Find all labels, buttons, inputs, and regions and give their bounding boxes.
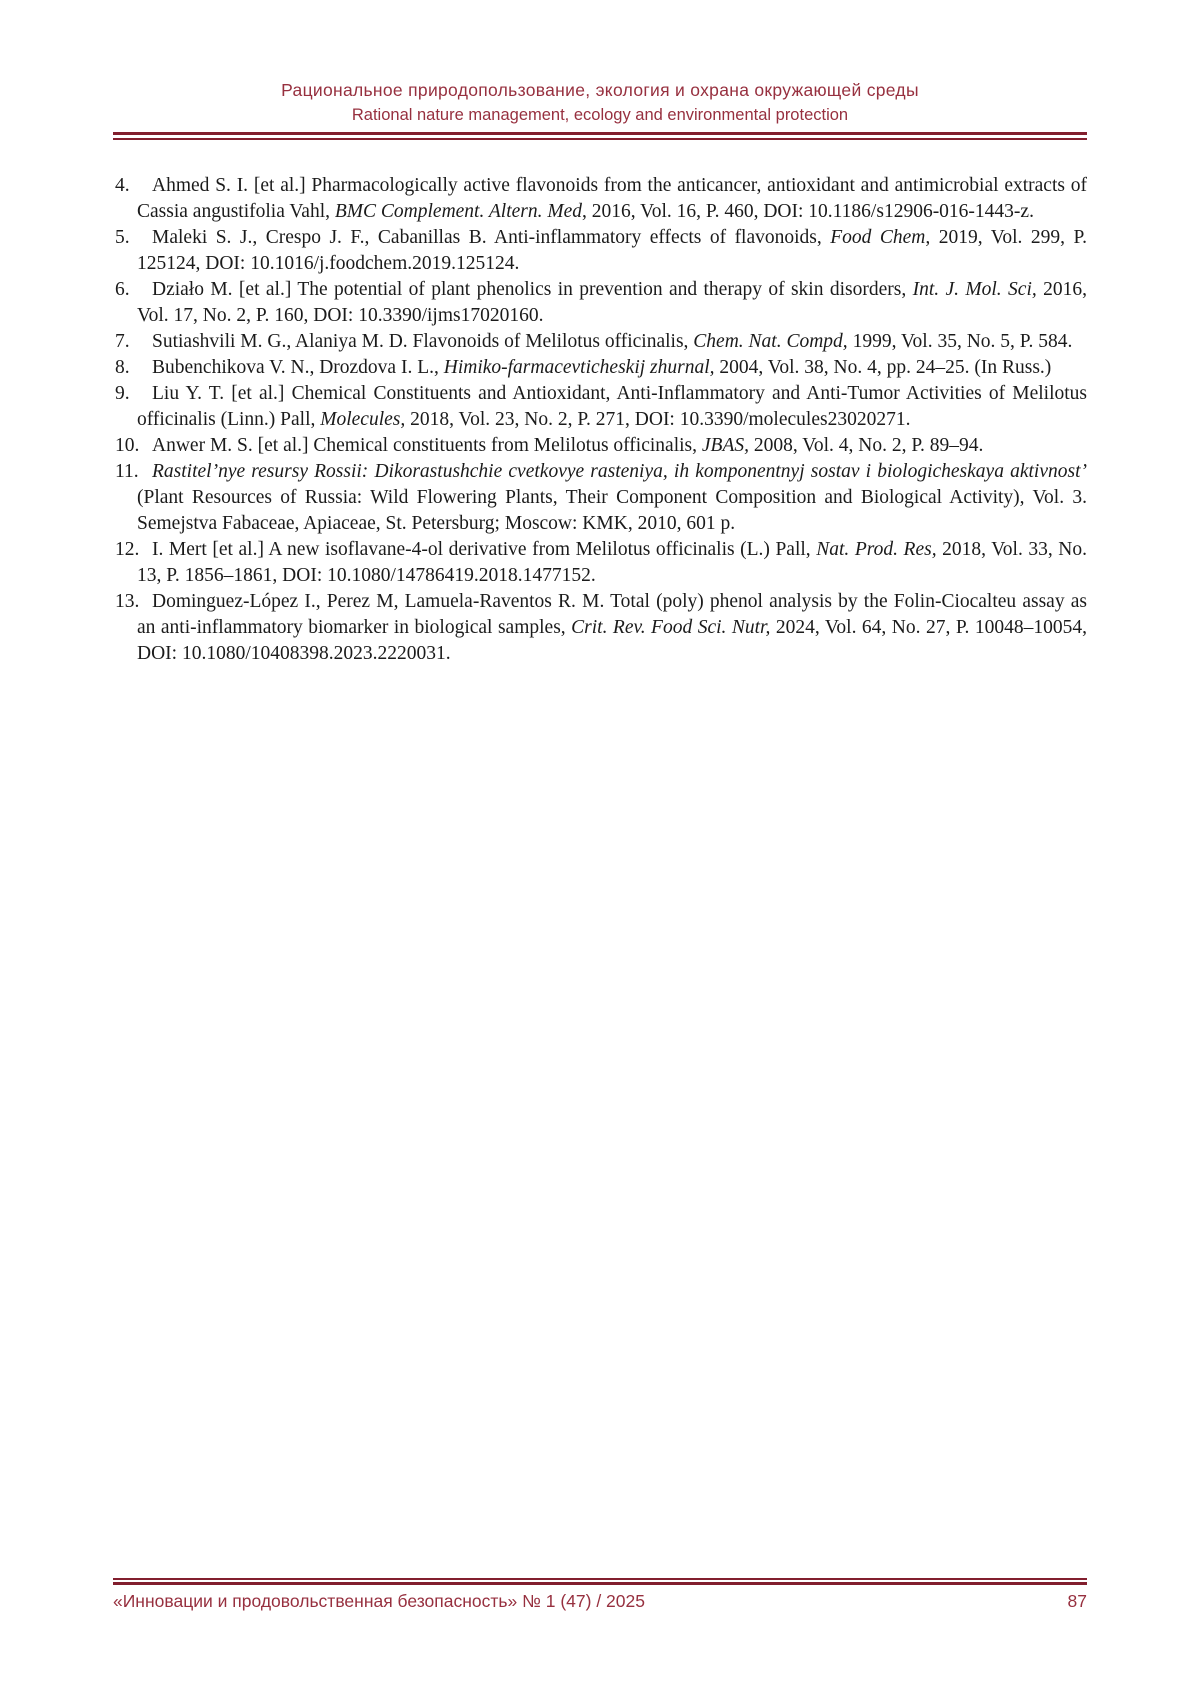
reference-number: 9. [115,382,130,404]
reference-item [115,329,1087,355]
reference-text: Bubenchikova V. N., Drozdova I. L., Himiko-farmacevticheskij zhurnal, 2004, Vol. 38, No. 4, pp. 24–25. (In Russ.) [152,356,1052,378]
reference-number: 11. [115,460,139,482]
running-head-ru: Рациональное природопользование, экология и охрана окружающей среды [281,80,919,100]
page-footer [113,1578,1087,1612]
reference-number: 6. [115,278,130,300]
reference-text: Maleki S. J., Crespo J. F., Cabanillas B. Anti-inflammatory effects of flavonoids, Food Chem, 2019, Vol. 299, P. 125124, DOI: 10.1016/j.foodchem.2019.125124. [137,226,1087,274]
reference-text: Ahmed S. I. [et al.] Pharmacologically active flavonoids from the anticancer, antioxidant and antimicrobial extracts of Cassia angustifolia Vahl, BMC Complement. Altern. Med, 2016, Vol. 16, P. 460, DOI: 10.1186/s12906-016-1443-z. [137,174,1087,222]
reference-item [115,537,1088,589]
reference-item [115,433,1087,459]
reference-item [115,589,1087,667]
page-number: 87 [1067,1591,1087,1611]
reference-text: Dominguez-López I., Perez M, Lamuela-Raventos R. M. Total (poly) phenol analysis by the Folin-Ciocalteu assay as an anti-inflammatory biomarker in biological samples, Crit. Rev. Food Sci. Nutr, 2024, Vol. 64, No. 27, P. 10048–10054, DOI: 10.1080/10408398.2023.2220031. [137,590,1087,664]
footer-row [113,1591,1087,1612]
reference-number: 7. [115,330,130,352]
reference-number: 12. [115,538,140,560]
reference-number: 4. [115,174,130,196]
page-header [0,0,1200,140]
running-head-en: Rational nature management, ecology and environmental protection [351,106,849,124]
journal-title-issue: «Инновации и продовольственная безопасность» № 1 (47) / 2025 [113,1591,645,1611]
reference-item [115,225,1087,277]
reference-number: 13. [115,590,140,612]
footer-rule [113,1578,1087,1585]
reference-number: 8. [115,356,130,378]
reference-text: Anwer M. S. [et al.] Chemical constituents from Melilotus officinalis, JBAS, 2008, Vol. 4, No. 2, P. 89–94. [152,434,984,456]
header-rule [113,132,1087,140]
reference-number: 5. [115,226,130,248]
reference-text: Sutiashvili M. G., Alaniya M. D. Flavonoids of Melilotus officinalis, Chem. Nat. Compd, 1999, Vol. 35, No. 5, P. 584. [152,330,1073,352]
reference-text: Rastitel’nye resursy Rossii: Dikorastushchie cvetkovye rasteniya, ih komponentnyj sostav i biologicheskaya aktivnost’ (Plant Resources of Russia: Wild Flowering Plants, Their Component Composition and Biological Activity), Vol. 3. Semejstva Fabaceae, Apiaceae, St. Petersburg; Moscow: KMK, 2010, 601 p. [137,460,1087,534]
reference-number: 10. [115,434,140,456]
reference-item [115,459,1087,537]
reference-text: Liu Y. T. [et al.] Chemical Constituents and Antioxidant, Anti-Inflammatory and Anti-Tumor Activities of Melilotus officinalis (Linn.) Pall, Molecules, 2018, Vol. 23, No. 2, P. 271, DOI: 10.3390/molecules23020271. [137,382,1087,430]
reference-item [115,381,1087,433]
reference-item [115,173,1087,225]
reference-text: Działo M. [et al.] The potential of plant phenolics in prevention and therapy of skin disorders, Int. J. Mol. Sci, 2016, Vol. 17, No. 2, P. 160, DOI: 10.3390/ijms17020160. [137,278,1087,326]
reference-list [113,173,1087,667]
reference-item [115,277,1087,329]
reference-text: I. Mert [et al.] A new isoflavane-4-ol derivative from Melilotus officinalis (L.) Pall, Nat. Prod. Res, 2018, Vol. 33, No. 13, P. 1856–1861, DOI: 10.1080/14786419.2018.1477152. [137,538,1088,586]
reference-item [115,355,1087,381]
